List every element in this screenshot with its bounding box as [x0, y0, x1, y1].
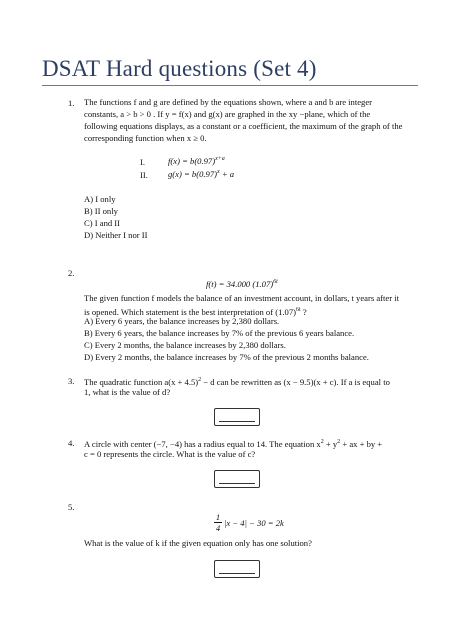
q1-eq1: $f(x) = b(0.97)^{x+a}$ — [168, 156, 225, 166]
q2-equation: f(t) = 34.000 $(1.07)^{6t}$ — [206, 279, 278, 289]
q5-equation: |x − 4| − 30 = 2k — [224, 518, 284, 528]
q2-option-b[interactable]: B) Every 6 years, the balance increases by 7% of the previous 6 years balance. — [84, 328, 355, 338]
q3-line-2: 1, what is the value of d? — [84, 387, 171, 397]
q1-line-3: following equations displays, as a constant or a coefficient, the maximum of the graph of the — [84, 121, 403, 131]
q5-question: What is the value of k if the given equation only has one solution? — [84, 538, 312, 548]
q1-eq2: $g(x) = b(0.97)^x + a$ — [168, 169, 235, 179]
q2-number: 2. — [68, 268, 75, 278]
q1-line-1: The functions f and g are defined by the equations shown, where a and b are integer — [84, 97, 373, 107]
q4-line-2: c = 0 represents the circle. What is the value of c? — [84, 449, 256, 459]
q1-option-a[interactable]: A) I only — [84, 194, 116, 204]
q1-line-2: constants, a > b > 0 . If y = f(x) and g(x) are graphed in the xy −plane, which of the — [84, 109, 371, 119]
q2-line-2: is opened. Which statement is the best interpretation of $(1.07)^{6t}$ ? — [84, 307, 307, 317]
q1-option-d[interactable]: D) Neither I nor II — [84, 230, 148, 240]
q5-fraction: $\frac{1}{4}$ — [215, 512, 221, 533]
q1-line-4: corresponding function when x ≥ 0. — [84, 133, 207, 143]
q4-number: 4. — [68, 438, 75, 448]
page-title: DSAT Hard questions (Set 4) — [42, 56, 317, 81]
q3-line-1: The quadratic function $a(x + 4.5)^2 - d$ can be rewritten as (x − 9.5)(x + c). If a is equal to — [84, 377, 390, 387]
title-underline — [42, 85, 418, 86]
q3-answer-box[interactable] — [214, 408, 260, 426]
q2-option-a[interactable]: A) Every 6 years, the balance increases by 2,380 dollars. — [84, 316, 280, 326]
q1-option-b[interactable]: B) II only — [84, 206, 118, 216]
q5-answer-box[interactable] — [214, 560, 260, 578]
q4-answer-box[interactable] — [214, 470, 260, 488]
q5-number: 5. — [68, 502, 75, 512]
q4-line-1: A circle with center (−7, −4) has a radius equal to 14. The equation $x^2 + y^2$ + ax + by + — [84, 439, 383, 449]
q1-eq2-label: II. — [140, 170, 148, 180]
q2-line-1: The given function f models the balance of an investment account, in dollars, t years after it — [84, 293, 399, 303]
q1-eq1-label: I. — [140, 157, 146, 167]
q3-number: 3. — [68, 376, 75, 386]
q1-option-c[interactable]: C) I and II — [84, 218, 121, 228]
q2-option-d[interactable]: D) Every 2 months, the balance increases by 7% of the previous 2 months balance. — [84, 352, 369, 362]
q2-option-c[interactable]: C) Every 2 months, the balance increases by 2,380 dollars. — [84, 340, 286, 350]
q1-number: 1. — [68, 98, 75, 108]
